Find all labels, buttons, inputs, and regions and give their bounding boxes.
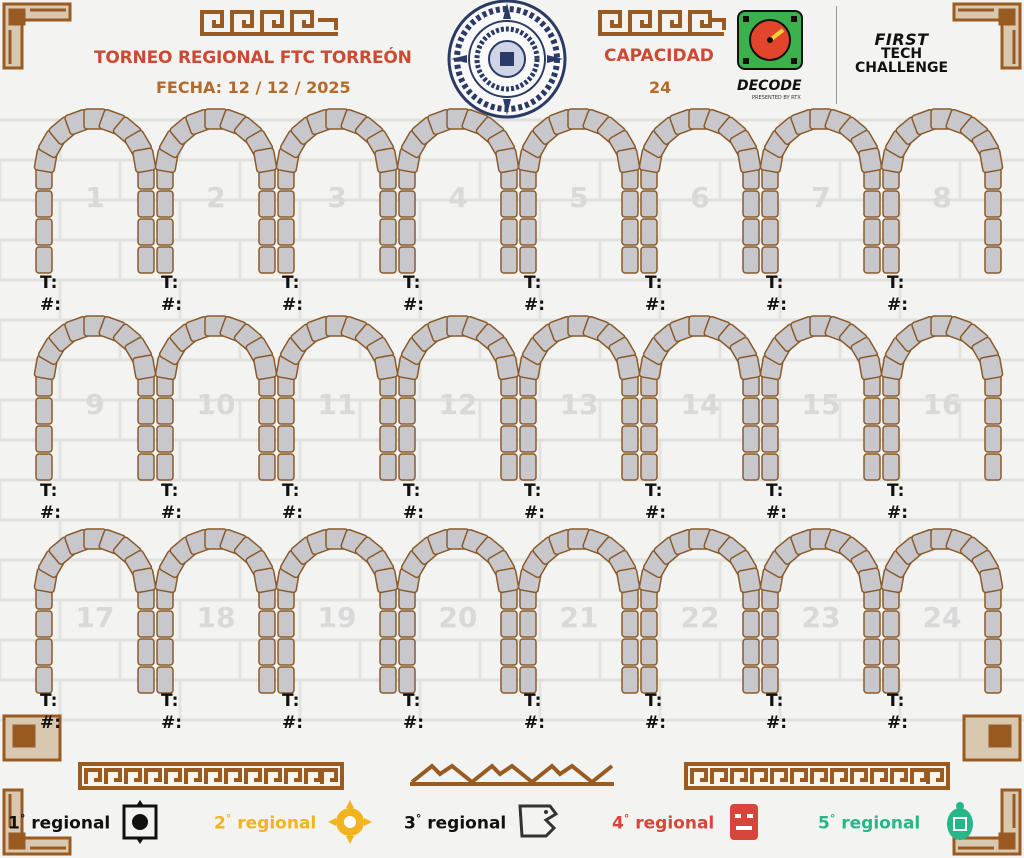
team-field-label: T: [282,481,300,501]
legend-degree: ° [829,812,836,825]
team-field-label: T: [161,273,179,293]
aztec-face-icon [118,800,162,848]
slot-number: 11 [317,388,357,421]
slot-number: 10 [196,388,236,421]
slot-number: 14 [680,388,720,421]
first-logo-line1: FIRST [874,30,929,49]
number-field-label: #: [766,295,788,315]
legend-ordinal: 1 [8,813,20,834]
team-field-label: T: [766,481,784,501]
capacity-label: CAPACIDAD [604,46,714,66]
team-field-label: T: [282,691,300,711]
team-field-label: T: [645,691,663,711]
slot-number: 21 [559,601,599,634]
slot-number: 2 [206,181,226,214]
team-field-label: T: [645,273,663,293]
number-field-label: #: [645,503,667,523]
legend-item [404,812,506,834]
tournament-title: TORNEO REGIONAL FTC TORREÓN [94,48,412,68]
legend-degree: ° [19,812,26,825]
number-field-label: #: [161,503,183,523]
slot-number: 15 [801,388,841,421]
number-field-label: #: [766,713,788,733]
number-field-label: #: [40,713,62,733]
team-field-label: T: [40,691,58,711]
sponsor-text: PRESENTED BY RTX [752,95,801,101]
number-field-label: #: [282,295,304,315]
legend-item [8,812,110,834]
slot-number: 6 [690,181,710,214]
team-field-label: T: [403,273,421,293]
slot-number: 12 [438,388,478,421]
number-field-label: #: [161,295,183,315]
legend-label: regional [635,813,715,834]
date-label: FECHA: 12 / 12 / 2025 [156,78,351,97]
slot-number: 3 [327,181,347,214]
team-field-label: T: [524,273,542,293]
legend-degree: ° [225,812,232,825]
legend-ordinal: 2 [214,813,226,834]
number-field-label: #: [524,713,546,733]
first-logo-line3: CHALLENGE [855,60,949,76]
slot-number: 20 [438,601,478,634]
number-field-label: #: [40,503,62,523]
slot-number: 19 [317,601,357,634]
legend-ordinal: 3 [404,813,416,834]
slot-number: 24 [922,601,962,634]
slot-number: 22 [680,601,720,634]
number-field-label: #: [282,503,304,523]
team-field-label: T: [766,273,784,293]
legend-degree: ° [415,812,422,825]
number-field-label: #: [403,295,425,315]
team-field-label: T: [161,691,179,711]
team-field-label: T: [887,273,905,293]
team-field-label: T: [524,481,542,501]
number-field-label: #: [403,713,425,733]
legend-ordinal: 5 [818,813,830,834]
decode-logo-text: DECODE [737,78,802,94]
slot-number: 18 [196,601,236,634]
number-field-label: #: [403,503,425,523]
number-field-label: #: [524,295,546,315]
team-field-label: T: [40,273,58,293]
slot-number: 17 [75,601,115,634]
legend-item [214,812,316,834]
team-field-label: T: [403,691,421,711]
number-field-label: #: [645,295,667,315]
first-logo-line2: TECH [880,46,923,62]
team-field-label: T: [524,691,542,711]
team-field-label: T: [766,691,784,711]
team-field-label: T: [40,481,58,501]
slot-number: 1 [85,181,105,214]
number-field-label: #: [887,503,909,523]
slot-number: 5 [569,181,589,214]
number-field-label: #: [524,503,546,523]
team-field-label: T: [645,481,663,501]
number-field-label: #: [766,503,788,523]
legend-item [612,812,714,834]
slot-number: 9 [85,388,105,421]
slot-number: 23 [801,601,841,634]
legend-ordinal: 4 [612,813,624,834]
number-field-label: #: [887,713,909,733]
team-field-label: T: [161,481,179,501]
capacity-value: 24 [649,78,672,97]
team-field-label: T: [887,691,905,711]
team-field-label: T: [282,273,300,293]
slot-number: 16 [922,388,962,421]
sun-stone-icon [328,800,372,848]
number-field-label: #: [282,713,304,733]
legend-item [818,812,920,834]
number-field-label: #: [40,295,62,315]
number-field-label: #: [161,713,183,733]
serpent-head-icon [516,800,560,848]
legend-degree: ° [623,812,630,825]
team-field-label: T: [887,481,905,501]
number-field-label: #: [887,295,909,315]
legend-label: regional [841,813,921,834]
legend-label: regional [427,813,507,834]
slot-number: 7 [811,181,831,214]
legend-label: regional [237,813,317,834]
slot-number: 8 [932,181,952,214]
number-field-label: #: [645,713,667,733]
team-field-label: T: [403,481,421,501]
turtle-icon [938,800,982,848]
aztec-mask-icon [722,800,766,848]
slot-number: 4 [448,181,468,214]
slot-number: 13 [559,388,599,421]
legend-label: regional [31,813,111,834]
